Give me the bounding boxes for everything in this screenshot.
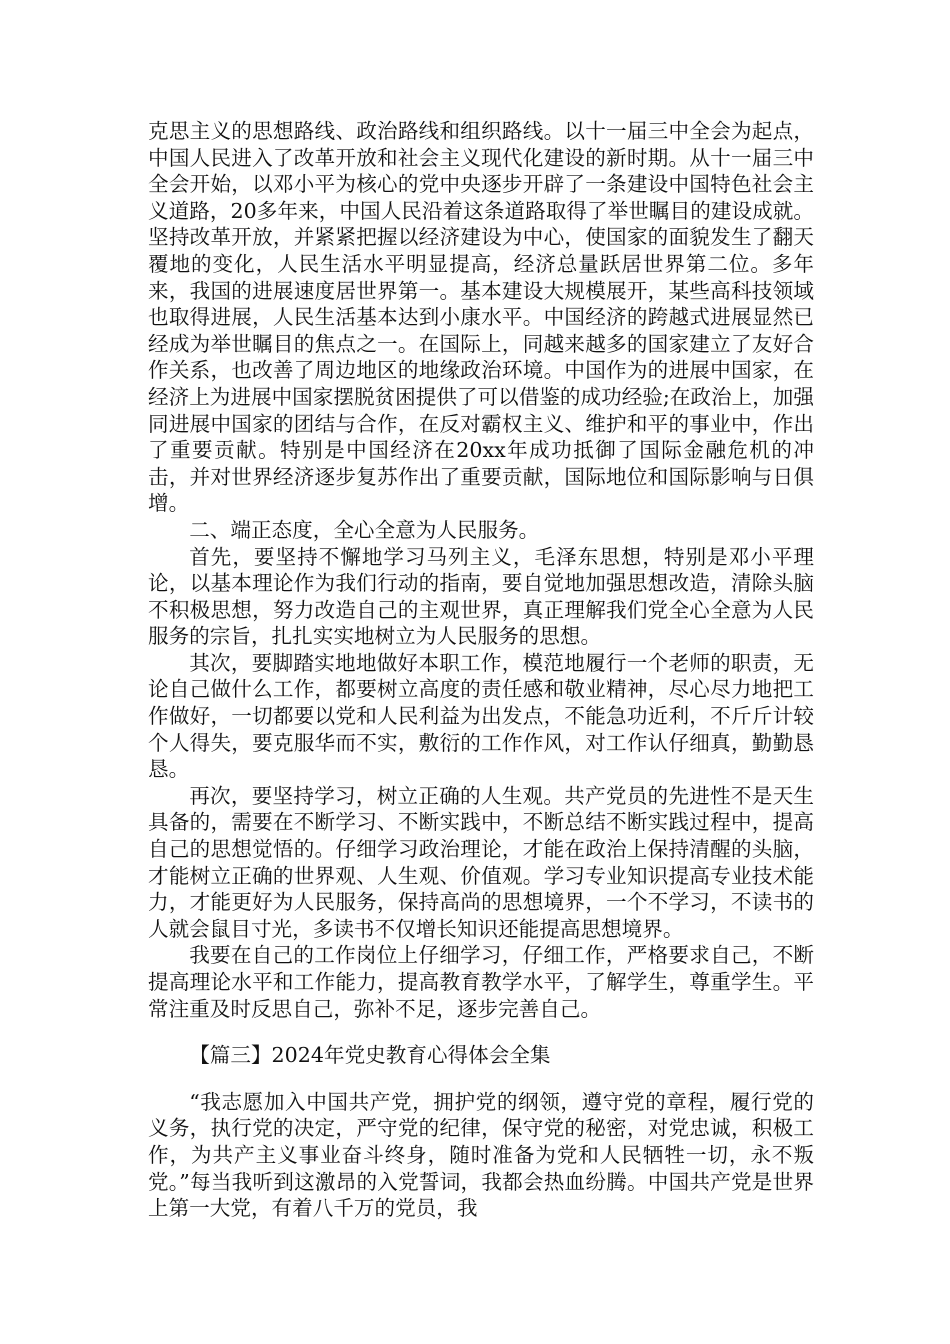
paragraph-oath: “我志愿加入中国共产党，拥护党的纲领，遵守党的章程，履行党的义务，执行党的决定，严守党的纪律，保守党的秘密，对党忠诚，积极工作，为共产主义事业奋斗终身，随时准备为党和人民牺牲一切，永不叛党。”每当我听到这激昂的入党誓词，我都会热血纷腾。中国共产党是世界上第一大党，有着八千万的党员，我: [148, 1089, 814, 1221]
paragraph-second: 其次，要脚踏实地地做好本职工作，模范地履行一个老师的职责，无论自己做什么工作，都要树立高度的责任感和敬业精神，尽心尽力地把工作做好，一切都要以党和人民利益为出发点，不能急功近利，不斤斤计较个人得失，要克服华而不实，敷衍的工作作风，对工作认仔细真，勤勤恳恳。: [148, 650, 814, 782]
paragraph-third: 再次，要坚持学习，树立正确的人生观。共产党员的先进性不是天生具备的，需要在不断学习、不断实践中，不断总结不断实践过程中，提高自己的思想觉悟的。仔细学习政治理论，才能在政治上保持清醒的头脑，才能树立正确的世界观、人生观、价值观。学习专业知识提高专业技术能力，才能更好为人民服务，保持高尚的思想境界，一个不学习，不读书的人就会鼠目寸光，多读书不仅增长知识还能提高思想境界。: [148, 783, 814, 941]
paragraph-self-commitment: 我要在自己的工作岗位上仔细学习，仔细工作，严格要求自己，不断提高理论水平和工作能力，提高教育教学水平，了解学生，尊重学生。平常注重及时反思自己，弥补不足，逐步完善自己。: [148, 943, 814, 1021]
paragraph-reform-history: 克思主义的思想路线、政治路线和组织路线。以十一届三中全会为起点，中国人民进入了改革开放和社会主义现代化建设的新时期。从十一届三中全会开始，以邓小平为核心的党中央逐步开辟了一条建设中国特色社会主义道路，20多年来，中国人民沿着这条道路取得了举世瞩目的建设成就。坚持改革开放，并紧紧把握以经济建设为中心，使国家的面貌发生了翻天覆地的变化，人民生活水平明显提高，经济总量跃居世界第二位。多年来，我国的进展速度居世界第一。基本建设大规模展开，某些高科技领域也取得进展，人民生活基本达到小康水平。中国经济的跨越式进展显然已经成为举世瞩目的焦点之一。在国际上，同越来越多的国家建立了友好合作关系，也改善了周边地区的地缘政治环境。中国作为的进展中国家，在经济上为进展中国家摆脱贫困提供了可以借鉴的成功经验;在政治上，加强同进展中国家的团结与合作，在反对霸权主义、维护和平的事业中，作出了重要贡献。特别是中国经济在20xx年成功抵御了国际金融危机的冲击，并对世界经济逐步复苏作出了重要贡献，国际地位和国际影响与日俱增。: [148, 119, 814, 516]
paragraph-first: 首先，要坚持不懈地学习马列主义，毛泽东思想，特别是邓小平理论，以基本理论作为我们行动的指南，要自觉地加强思想改造，清除头脑不积极思想，努力改造自己的主观世界，真正理解我们党全心全意为人民服务的宗旨，扎扎实实地树立为人民服务的思想。: [148, 544, 814, 649]
paragraph-section-two-title: 二、端正态度，全心全意为人民服务。: [189, 517, 540, 542]
section-heading: 【篇三】2024年党史教育心得体会全集: [189, 1043, 551, 1068]
document-page: [148, 118, 814, 1222]
